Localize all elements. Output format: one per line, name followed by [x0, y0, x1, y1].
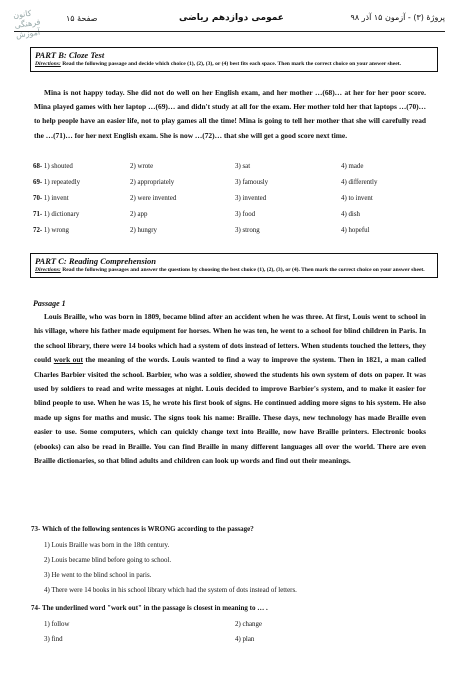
q74-option-4: 4) plan [235, 636, 255, 643]
option: 2) appropriately [130, 179, 175, 186]
q73-option-2: 2) Louis became blind before going to school. [44, 557, 172, 564]
cloze-passage: Mina is not happy today. She did not do well on her English exam, and her mother …(68)… at her for her poor score. Mina played games with her laptop …(69)… and didn't study at all for the exam. Her mother told her that laptops …(70)… to help people have an easier life, not to play games all the time! Mina is going to tell her mother that she will carefully read the …(71)… for her next English exam. She is now …(72)… that she will get a good score next time. [34, 88, 426, 140]
page-number: صفحهٔ ۱۵ [66, 14, 98, 23]
part-b-title: PART B: Cloze Test [35, 50, 105, 60]
passage-1-title: Passage 1 [33, 299, 66, 308]
option: 4) hopeful [341, 227, 370, 234]
q73-option-4: 4) There were 14 books in his school library which had the system of dots instead of letters. [44, 587, 297, 594]
passage-1-text: Louis Braille, who was born in 1809, became blind after an accident when he was three. At first, Louis went to school in his village, where his father made equipment for horses. When he was ten, he went to a school for blind children in Paris. In the school library, there were 14 books which had a system of dots instead of letters. When students touched the letters, they could work out the meaning of the words. Louis wanted to find a way to improve the system. Then in 1821, a man called Charles Barbier visited the school. Barbier, who was a soldier, showed the students his own system of dots on paper. It was used by soldiers to read and write messages at night. Louis decided to improve Barbier's system, and to make it easier for blind people to use. When he was 15, he wrote his first book of signs. He continued adding more signs to his system. He also made up signs for maths and music. The signs took his name: Braille. These days, new technology has made Braille even easier to use. Some computers, which can quickly change text into Braille, now have Braille printers. Electronic books (ebooks) can also be read in Braille. You can find Braille in many different languages all over the world. There are even Braille dictionaries, so that blind adults and children can look up words and find out their meanings. [34, 312, 426, 466]
q73-option-1: 1) Louis Braille was born in the 18th century. [44, 542, 170, 549]
question-69-row: 69- 1) repeatedly 2) appropriately 3) famously 4) differently [33, 177, 431, 189]
option: 2) were invented [130, 195, 177, 202]
option: 4) made [341, 163, 364, 170]
option: 4) differently [341, 179, 378, 186]
question-70-row: 70- 1) invent 2) were invented 3) invented 4) to invent [33, 193, 431, 205]
q73-option-3: 3) He went to the blind school in paris. [44, 572, 152, 579]
part-b-directions: Directions: Read the following passage and decide which choice (1), (2), (3), or (4) best fits each space. Then mark the correct choice on your answer sheet. [35, 61, 401, 67]
q74-option-3: 3) find [44, 636, 63, 643]
page-header [12, 8, 445, 40]
q74-option-1: 1) follow [44, 621, 70, 628]
question-71-row: 71- 1) dictionary 2) app 3) food 4) dish [33, 209, 431, 221]
question-72-row: 72- 1) wrong 2) hungry 3) strong 4) hopeful [33, 225, 431, 237]
header-divider [14, 31, 445, 32]
option: 4) dish [341, 211, 360, 218]
question-68-row: 68- 1) shouted 2) wrote 3) sat 4) made [33, 161, 431, 173]
underlined-phrase: work out [53, 355, 83, 365]
part-c-title: PART C: Reading Comprehension [35, 256, 156, 266]
option: 2) hungry [130, 227, 157, 234]
question-73-stem: 73- Which of the following sentences is WRONG according to the passage? [31, 525, 254, 533]
option: 3) strong [235, 227, 260, 234]
part-c-directions: Directions: Read the following passages and answer the questions by choosing the best choice (1), (2), (3), or (4). Then mark the correct choice on your answer sheet. [35, 267, 425, 273]
option: 3) sat [235, 163, 251, 170]
option: 2) wrote [130, 163, 154, 170]
subject-title: عمومی دوازدهم ریاضی [179, 13, 284, 23]
option: 4) to invent [341, 195, 373, 202]
option: 2) app [130, 211, 148, 218]
option: 3) invented [235, 195, 267, 202]
option: 3) famously [235, 179, 269, 186]
publisher-logo: کانون فرهنگی آموزش [12, 8, 41, 40]
option: 3) food [235, 211, 256, 218]
part-c-box [30, 253, 438, 278]
part-b-box [30, 47, 438, 72]
q74-option-2: 2) change [235, 621, 262, 628]
question-74-stem: 74- The underlined word "work out" in the passage is closest in meaning to … . [31, 604, 268, 612]
project-title: پروژهٔ (۳) - آزمون ۱۵ آذر ۹۸ [350, 13, 445, 22]
